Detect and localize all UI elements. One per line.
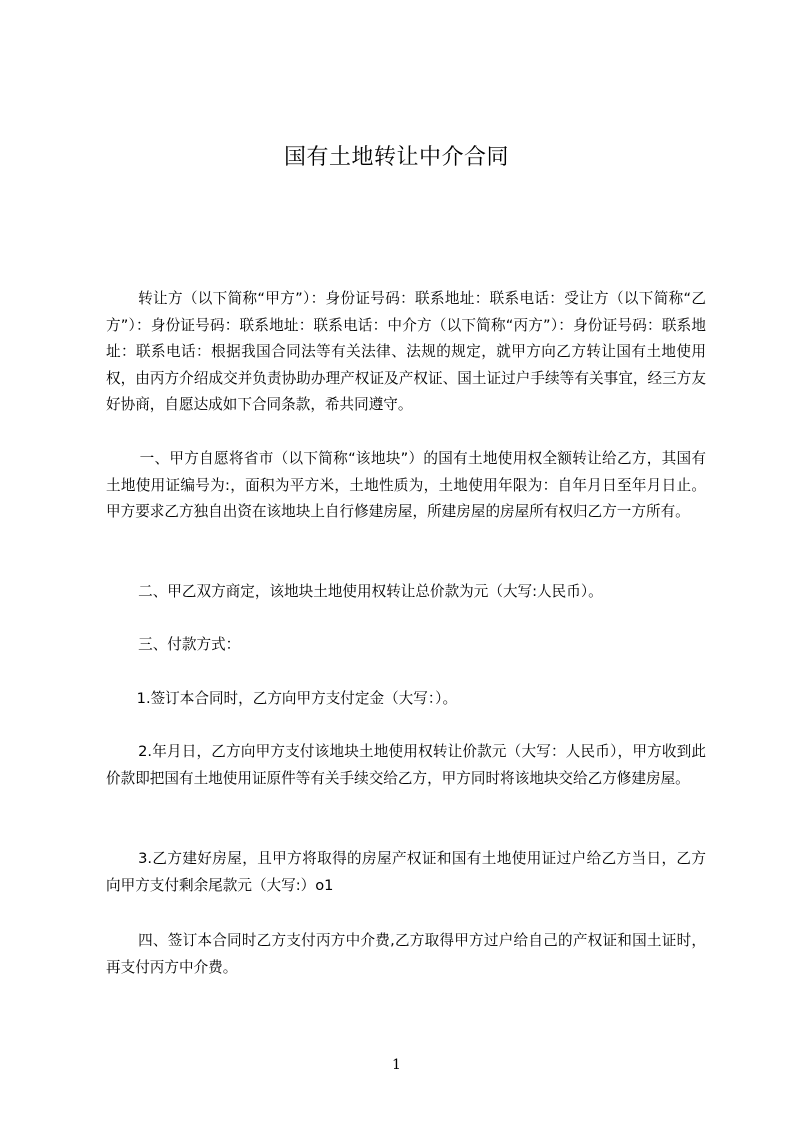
paragraph-intro: 转让方（以下简称“甲方”）：身份证号码：联系地址：联系电话：受让方（以下简称“乙方”）：身份证号码：联系地址：联系电话：中介方（以下简称“丙方”）：身份证号码：联系地址：联系电话：根据我国合同法等有关法律、法规的规定，就甲方向乙方转让国有土地使用权，由丙方介绍成交并负责协助办理产权证及产权证、国土证过户手续等有关事宜，经三方友好协商，自愿达成如下合同条款，希共同遵守。 xyxy=(106,290,706,413)
paragraph-clause-1: 一、甲方自愿将省市（以下简称“该地块”）的国有土地使用权全额转让给乙方，其国有土地使用证编号为:，面积为平方米，土地性质为，土地使用年限为：自年月日至年月日止。甲方要求乙方独自出资在该地块上自行修建房屋，所建房屋的房屋所有权归乙方一方所有。 xyxy=(106,450,706,520)
paragraph-clause-2: 二、甲乙双方商定，该地块土地使用权转让总价款为元（大写:人民币）。 xyxy=(138,583,603,600)
paragraph-clause-3-3: 3.乙方建好房屋，且甲方将取得的房屋产权证和国有土地使用证过户给乙方当日，乙方向甲方支付剩余尾款元（大写:）o1 xyxy=(106,850,706,894)
page-number: 1 xyxy=(392,1057,401,1073)
paragraph-clause-3: 三、付款方式： xyxy=(138,636,241,653)
paragraph-clause-4: 四、签订本合同时乙方支付丙方中介费,乙方取得甲方过户给自己的产权证和国土证时，再支付丙方中介费。 xyxy=(106,932,706,976)
document-title: 国有土地转让中介合同 xyxy=(283,145,509,170)
paragraph-clause-3-2: 2.年月日，乙方向甲方支付该地块土地使用权转让价款元（大写：人民币），甲方收到此价款即把国有土地使用证原件等有关手续交给乙方，甲方同时将该地块交给乙方修建房屋。 xyxy=(106,743,706,787)
paragraph-clause-3-1: 1.签订本合同时，乙方向甲方支付定金（大写：）。 xyxy=(136,690,458,707)
